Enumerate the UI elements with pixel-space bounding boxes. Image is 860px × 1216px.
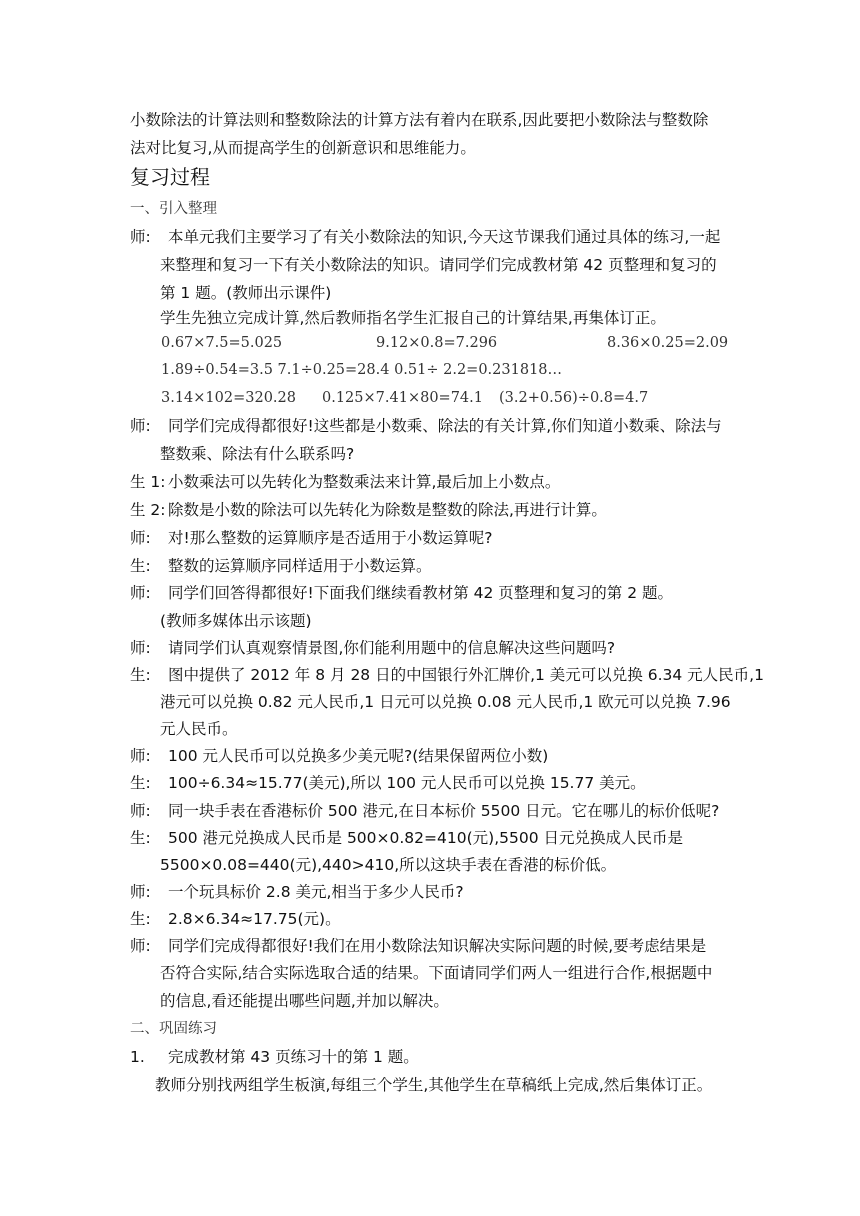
calc-item: 3.14×102=320.28 [161, 390, 296, 406]
dialogue-student-6-line-2: 5500×0.08=440(元),440>410,所以这块手表在香港的标价低。 [160, 856, 617, 874]
dialogue-text: 2.8×6.34≈17.75(元)。 [168, 910, 341, 928]
dialogue-teacher-9-line-3: 的信息,看还能提出哪些问题,并加以解决。 [160, 992, 449, 1010]
speaker-label: 师: [130, 529, 151, 547]
dialogue-student-2 [130, 499, 607, 521]
dialogue-student-4-line-2: 港元可以兑换 0.82 元人民币,1 日元可以兑换 0.08 元人民币,1 欧元可以兑换 7.96 [160, 693, 731, 711]
stage-direction: (教师多媒体出示该题) [160, 612, 312, 630]
dialogue-teacher-5 [130, 637, 615, 659]
dialogue-text: 小数乘法可以先转化为整数乘法来计算,最后加上小数点。 [168, 473, 561, 491]
dialogue-student-4 [130, 664, 764, 686]
section-1-title: 一、引入整理 [130, 201, 217, 217]
dialogue-text: 本单元我们主要学习了有关小数除法的知识,今天这节课我们通过具体的练习,一起 [168, 228, 721, 246]
dialogue-text: 整数的运算顺序同样适用于小数运算。 [168, 557, 432, 575]
dialogue-student-7 [130, 908, 341, 930]
dialogue-text: 500 港元兑换成人民币是 500×0.82=410(元),5500 日元兑换成人民币是 [168, 829, 683, 847]
calc-item: 8.36×0.25=2.09 [607, 335, 729, 351]
calc-item: 0.125×7.41×80=74.1 [322, 390, 483, 406]
speaker-label: 师: [130, 883, 151, 901]
dialogue-teacher-9 [130, 935, 706, 957]
instruction-paragraph: 学生先独立完成计算,然后教师指名学生汇报自己的计算结果,再集体订正。 [160, 309, 666, 327]
section-2-title: 二、巩固练习 [130, 1021, 217, 1037]
dialogue-student-5 [130, 772, 646, 794]
exercise-number: 1. [130, 1048, 145, 1066]
dialogue-text: 除数是小数的除法可以先转化为除数是整数的除法,再进行计算。 [168, 501, 607, 519]
calc-item: (3.2+0.56)÷0.8=4.7 [499, 390, 649, 406]
dialogue-student-3 [130, 555, 432, 577]
dialogue-teacher-2 [130, 415, 722, 437]
speaker-label: 生: [130, 774, 151, 792]
dialogue-teacher-2-line-2: 整数乘、除法有什么联系吗? [160, 445, 355, 463]
speaker-label: 师: [130, 417, 151, 435]
dialogue-teacher-8 [130, 881, 464, 903]
speaker-label: 师: [130, 802, 151, 820]
dialogue-text: 同学们回答得都很好!下面我们继续看教材第 42 页整理和复习的第 2 题。 [168, 584, 674, 602]
speaker-label: 生: [130, 666, 151, 684]
intro-line-1: 小数除法的计算法则和整数除法的计算方法有着内在联系,因此要把小数除法与整数除 [130, 111, 709, 129]
dialogue-teacher-1-line-2: 来整理和复习一下有关小数除法的知识。请同学们完成教材第 42 页整理和复习的 [160, 256, 717, 274]
dialogue-teacher-4 [130, 582, 673, 604]
speaker-label: 师: [130, 937, 151, 955]
heading-review-process: 复习过程 [130, 165, 210, 189]
dialogue-text: 同一块手表在香港标价 500 港元,在日本标价 5500 日元。它在哪儿的标价低呢? [168, 802, 720, 820]
speaker-label: 师: [130, 228, 151, 246]
dialogue-teacher-9-line-2: 否符合实际,结合实际选取合适的结果。下面请同学们两人一组进行合作,根据题中 [160, 964, 713, 982]
exercise-instruction: 教师分别找两组学生板演,每组三个学生,其他学生在草稿纸上完成,然后集体订正。 [155, 1076, 713, 1094]
speaker-label: 生 1: [130, 473, 166, 491]
speaker-label: 师: [130, 639, 151, 657]
dialogue-text: 对!那么整数的运算顺序是否适用于小数运算呢? [168, 529, 493, 547]
calc-row: 1.89÷0.54=3.5 7.1÷0.25=28.4 0.51÷ 2.2=0.231818… [161, 362, 563, 378]
dialogue-text: 100÷6.34≈15.77(美元),所以 100 元人民币可以兑换 15.77 美元。 [168, 774, 646, 792]
calc-item: 9.12×0.8=7.296 [376, 335, 498, 351]
dialogue-student-1 [130, 471, 560, 493]
speaker-label: 生: [130, 910, 151, 928]
dialogue-teacher-1 [130, 226, 720, 248]
speaker-label: 生 2: [130, 501, 166, 519]
dialogue-student-4-line-3: 元人民币。 [160, 720, 238, 738]
dialogue-text: 请同学们认真观察情景图,你们能利用题中的信息解决这些问题吗? [168, 639, 616, 657]
dialogue-teacher-7 [130, 800, 719, 822]
calc-item: 0.67×7.5=5.025 [161, 335, 283, 351]
dialogue-text: 图中提供了 2012 年 8 月 28 日的中国银行外汇牌价,1 美元可以兑换 6.34 元人民币,1 [168, 666, 764, 684]
dialogue-student-6 [130, 827, 683, 849]
dialogue-teacher-6 [130, 745, 548, 767]
exercise-item-1 [130, 1046, 419, 1068]
dialogue-text: 同学们完成得都很好!我们在用小数除法知识解决实际问题的时候,要考虑结果是 [168, 937, 707, 955]
intro-line-2: 法对比复习,从而提高学生的创新意识和思维能力。 [130, 139, 476, 157]
speaker-label: 师: [130, 747, 151, 765]
exercise-text: 完成教材第 43 页练习十的第 1 题。 [168, 1048, 419, 1066]
speaker-label: 生: [130, 829, 151, 847]
dialogue-text: 100 元人民币可以兑换多少美元呢?(结果保留两位小数) [168, 747, 549, 765]
dialogue-text: 同学们完成得都很好!这些都是小数乘、除法的有关计算,你们知道小数乘、除法与 [168, 417, 722, 435]
dialogue-text: 一个玩具标价 2.8 美元,相当于多少人民币? [168, 883, 464, 901]
dialogue-teacher-1-line-3: 第 1 题。(教师出示课件) [160, 284, 332, 302]
dialogue-teacher-3 [130, 527, 492, 549]
speaker-label: 生: [130, 557, 151, 575]
speaker-label: 师: [130, 584, 151, 602]
